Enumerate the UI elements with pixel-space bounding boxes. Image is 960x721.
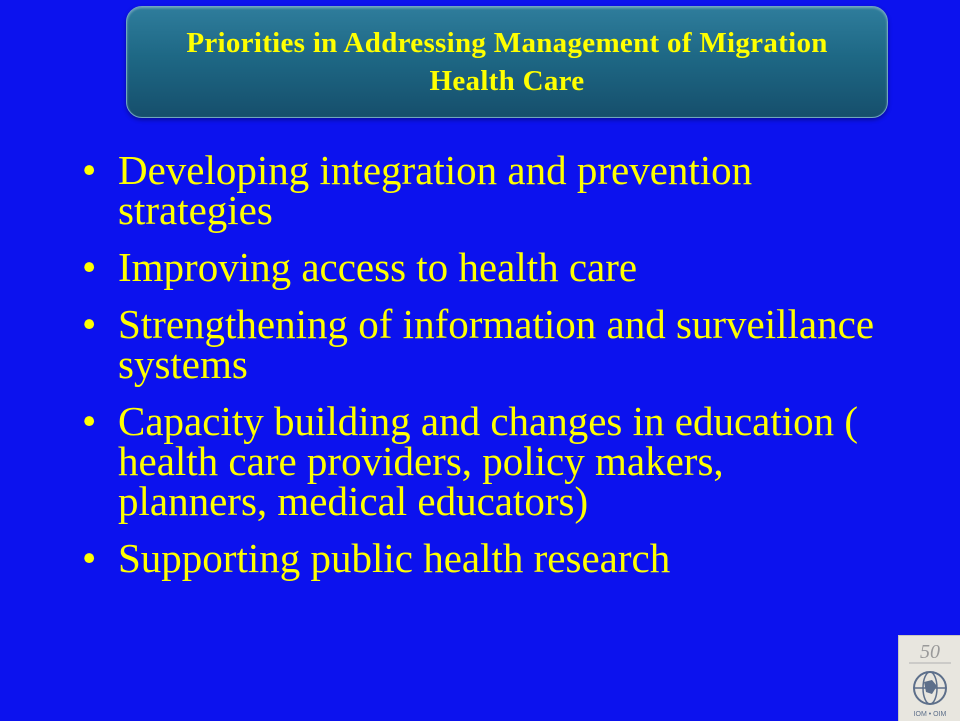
title-box (126, 6, 888, 118)
logo-text: IOM • OIM (913, 711, 947, 718)
bullet-list (78, 147, 878, 595)
bullet-dot: • (82, 301, 97, 347)
bullet-dot: • (82, 244, 97, 290)
bullet-item (78, 147, 878, 233)
bullet-dot: • (82, 398, 97, 444)
bullet-dot: • (82, 535, 97, 581)
bullet-text: Improving access to health care (118, 244, 638, 290)
bullet-text: Capacity building and changes in education ( health care providers, policy makers, planners, medical educators) (118, 398, 859, 524)
bullet-item (78, 398, 878, 524)
bullet-text: Developing integration and prevention strategies (118, 147, 753, 233)
bullet-text: Supporting public health research (118, 535, 671, 581)
slide-title: Priorities in Addressing Management of Migration Health Care (186, 27, 828, 97)
bullet-text: Strengthening of information and surveillance systems (118, 301, 875, 387)
bullet-dot: • (82, 147, 97, 193)
bullet-item (78, 301, 878, 387)
bullet-item (78, 535, 878, 581)
iom-globe-logo-icon (899, 636, 960, 721)
iom-logo (898, 635, 960, 721)
logo-number: 50 (920, 641, 940, 663)
bullet-item (78, 244, 878, 290)
